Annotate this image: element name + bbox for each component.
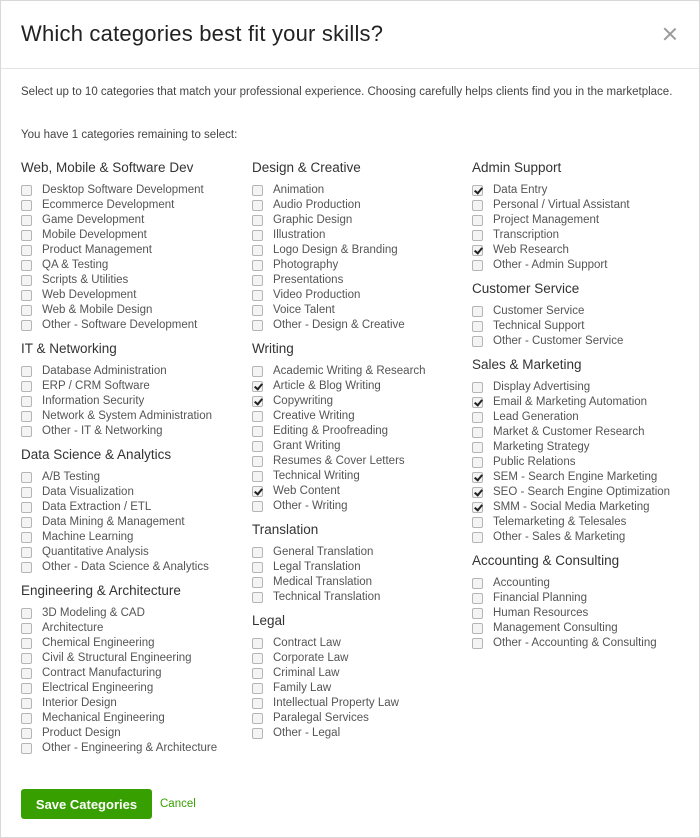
category-option-label: Display Advertising [493, 381, 591, 393]
category-option-label: Product Management [42, 244, 152, 256]
category-option-label: Lead Generation [493, 411, 579, 423]
checkbox-icon[interactable] [252, 592, 263, 603]
category-option-label: Database Administration [42, 365, 167, 377]
checkbox-icon[interactable] [252, 668, 263, 679]
checkbox-icon[interactable] [252, 698, 263, 709]
category-option[interactable] [21, 198, 246, 213]
category-option[interactable] [252, 303, 467, 318]
category-option[interactable] [252, 499, 467, 514]
category-option-label: Other - Accounting & Consulting [493, 637, 657, 649]
category-column-1 [21, 161, 246, 756]
category-option-label: Data Visualization [42, 486, 134, 498]
modal-title: Which categories best fit your skills? [21, 21, 384, 46]
checkbox-icon[interactable] [21, 698, 32, 709]
checkbox-icon[interactable] [21, 426, 32, 437]
checkbox-icon[interactable] [252, 638, 263, 649]
category-option[interactable] [21, 379, 246, 394]
category-option-label: Academic Writing & Research [273, 365, 426, 377]
category-option-label: Family Law [273, 682, 332, 694]
checkbox-icon[interactable] [21, 638, 32, 649]
checkbox-icon[interactable] [252, 456, 263, 467]
category-group-title: Translation [252, 522, 319, 537]
checkbox-icon[interactable] [252, 290, 263, 301]
category-option[interactable] [252, 590, 467, 605]
modal-footer [21, 789, 196, 819]
checkbox-icon[interactable] [472, 321, 483, 332]
category-option-label: Electrical Engineering [42, 682, 154, 694]
category-option[interactable] [472, 425, 692, 440]
checkbox-icon[interactable] [252, 366, 263, 377]
checkbox-icon[interactable] [21, 623, 32, 634]
checkbox-icon[interactable] [472, 200, 483, 211]
category-option-label: Product Design [42, 727, 121, 739]
category-option-label: Marketing Strategy [493, 441, 590, 453]
category-option[interactable] [252, 711, 467, 726]
checkbox-checked-icon[interactable] [472, 472, 483, 483]
checkbox-icon[interactable] [252, 215, 263, 226]
category-option-label: Paralegal Services [273, 712, 369, 724]
checkbox-icon[interactable] [21, 728, 32, 739]
category-option[interactable] [472, 621, 692, 636]
category-option-label: Civil & Structural Engineering [42, 652, 192, 664]
cancel-link[interactable]: Cancel [160, 798, 196, 810]
category-option-label: General Translation [273, 546, 374, 558]
checkbox-icon[interactable] [21, 381, 32, 392]
modal-header [1, 1, 699, 69]
category-option[interactable] [21, 530, 246, 545]
category-option-label: Contract Manufacturing [42, 667, 162, 679]
category-group-title: Sales & Marketing [472, 357, 582, 372]
category-option[interactable] [21, 364, 246, 379]
category-option-label: Technical Translation [273, 591, 381, 603]
category-group [472, 282, 692, 349]
category-option-label: Voice Talent [273, 304, 335, 316]
category-option[interactable] [21, 681, 246, 696]
category-option[interactable] [472, 304, 692, 319]
category-option[interactable] [252, 484, 467, 499]
category-option[interactable] [252, 636, 467, 651]
category-option[interactable] [252, 288, 467, 303]
category-option-label: Accounting [493, 577, 550, 589]
category-option[interactable] [472, 606, 692, 621]
category-option-label: Audio Production [273, 199, 361, 211]
category-option[interactable] [21, 213, 246, 228]
category-option-label: Public Relations [493, 456, 576, 468]
checkbox-icon[interactable] [21, 396, 32, 407]
category-option[interactable] [252, 439, 467, 454]
category-option-label: Medical Translation [273, 576, 373, 588]
category-option-label: Legal Translation [273, 561, 361, 573]
remaining-count-text: You have 1 categories remaining to select: [21, 129, 238, 141]
checkbox-icon[interactable] [21, 608, 32, 619]
category-option[interactable] [21, 258, 246, 273]
category-option-label: Other - Legal [273, 727, 341, 739]
category-option-label: Resumes & Cover Letters [273, 455, 405, 467]
category-group [472, 161, 692, 273]
category-option-label: Presentations [273, 274, 344, 286]
category-option[interactable] [21, 424, 246, 439]
category-option[interactable] [21, 228, 246, 243]
checkbox-icon[interactable] [252, 441, 263, 452]
category-option-label: QA & Testing [42, 259, 109, 271]
checkbox-icon[interactable] [21, 653, 32, 664]
category-option-label: Web Research [493, 244, 569, 256]
category-option-label: Other - Admin Support [493, 259, 608, 271]
category-option[interactable] [472, 334, 692, 349]
category-option-label: Article & Blog Writing [273, 380, 381, 392]
close-icon[interactable] [663, 27, 677, 41]
checkbox-checked-icon[interactable] [252, 486, 263, 497]
category-option[interactable] [252, 726, 467, 741]
category-group-title: Admin Support [472, 160, 562, 175]
checkbox-icon[interactable] [472, 336, 483, 347]
checkbox-icon[interactable] [21, 305, 32, 316]
category-option-label: Financial Planning [493, 592, 587, 604]
category-option[interactable] [252, 454, 467, 469]
checkbox-icon[interactable] [21, 517, 32, 528]
category-option-label: A/B Testing [42, 471, 100, 483]
checkbox-icon[interactable] [252, 320, 263, 331]
category-option[interactable] [252, 183, 467, 198]
category-option[interactable] [252, 379, 467, 394]
category-group [252, 614, 467, 741]
category-option-label: 3D Modeling & CAD [42, 607, 145, 619]
checkbox-icon[interactable] [472, 230, 483, 241]
category-option-label: Mechanical Engineering [42, 712, 165, 724]
category-option[interactable] [21, 273, 246, 288]
checkbox-icon[interactable] [472, 623, 483, 634]
checkbox-icon[interactable] [21, 215, 32, 226]
category-column-2 [252, 161, 467, 741]
checkbox-icon[interactable] [21, 532, 32, 543]
category-group [252, 523, 467, 605]
category-option[interactable] [21, 409, 246, 424]
checkbox-icon[interactable] [21, 200, 32, 211]
checkbox-icon[interactable] [252, 426, 263, 437]
category-option[interactable] [252, 651, 467, 666]
checkbox-checked-icon[interactable] [472, 245, 483, 256]
category-option[interactable] [21, 636, 246, 651]
category-group-title: Legal [252, 613, 286, 628]
checkbox-icon[interactable] [252, 275, 263, 286]
category-option-label: Graphic Design [273, 214, 353, 226]
category-option[interactable] [252, 666, 467, 681]
category-option[interactable] [252, 318, 467, 333]
category-option[interactable] [472, 228, 692, 243]
category-option[interactable] [21, 741, 246, 756]
category-option[interactable] [252, 545, 467, 560]
checkbox-icon[interactable] [21, 472, 32, 483]
category-option[interactable] [472, 500, 692, 515]
checkbox-icon[interactable] [472, 608, 483, 619]
checkbox-icon[interactable] [21, 320, 32, 331]
checkbox-icon[interactable] [21, 743, 32, 754]
checkbox-icon[interactable] [21, 713, 32, 724]
category-group-title: Engineering & Architecture [21, 583, 181, 598]
category-option-label: Editing & Proofreading [273, 425, 389, 437]
category-option[interactable] [472, 576, 692, 591]
category-option-label: Animation [273, 184, 325, 196]
checkbox-icon[interactable] [472, 260, 483, 271]
category-group [252, 342, 467, 514]
category-option-label: Other - IT & Networking [42, 425, 163, 437]
checkbox-checked-icon[interactable] [472, 487, 483, 498]
checkbox-icon[interactable] [472, 412, 483, 423]
category-group [252, 161, 467, 333]
category-option[interactable] [472, 485, 692, 500]
category-option-label: Logo Design & Branding [273, 244, 398, 256]
checkbox-icon[interactable] [252, 305, 263, 316]
category-option-label: Other - Customer Service [493, 335, 624, 347]
category-option[interactable] [472, 636, 692, 651]
category-option[interactable] [21, 485, 246, 500]
category-option[interactable] [252, 469, 467, 484]
category-option-label: Data Mining & Management [42, 516, 185, 528]
category-group [472, 554, 692, 651]
category-option[interactable] [252, 364, 467, 379]
category-option[interactable] [472, 213, 692, 228]
category-option-label: Quantitative Analysis [42, 546, 149, 558]
category-group-title: IT & Networking [21, 341, 117, 356]
checkbox-icon[interactable] [21, 275, 32, 286]
checkbox-icon[interactable] [252, 260, 263, 271]
category-group-title: Customer Service [472, 281, 580, 296]
checkbox-icon[interactable] [472, 593, 483, 604]
category-option[interactable] [252, 560, 467, 575]
checkbox-icon[interactable] [252, 547, 263, 558]
category-option-label: ERP / CRM Software [42, 380, 150, 392]
category-option[interactable] [252, 394, 467, 409]
category-option[interactable] [472, 515, 692, 530]
category-group [21, 161, 246, 333]
category-option-label: SEO - Search Engine Optimization [493, 486, 671, 498]
category-option[interactable] [252, 409, 467, 424]
category-option-label: SMM - Social Media Marketing [493, 501, 650, 513]
checkbox-icon[interactable] [472, 382, 483, 393]
category-option[interactable] [21, 560, 246, 575]
category-option[interactable] [472, 198, 692, 213]
category-group-title: Design & Creative [252, 160, 361, 175]
category-option[interactable] [21, 394, 246, 409]
category-option[interactable] [21, 651, 246, 666]
checkbox-icon[interactable] [21, 487, 32, 498]
category-option[interactable] [21, 243, 246, 258]
category-option-label: Data Entry [493, 184, 548, 196]
category-group [21, 342, 246, 439]
checkbox-icon[interactable] [21, 245, 32, 256]
category-option-label: Photography [273, 259, 339, 271]
category-option[interactable] [252, 273, 467, 288]
category-option-label: Human Resources [493, 607, 589, 619]
category-option-label: Scripts & Utilities [42, 274, 129, 286]
checkbox-icon[interactable] [252, 653, 263, 664]
category-option-label: Game Development [42, 214, 145, 226]
category-option[interactable] [21, 303, 246, 318]
category-option-label: Desktop Software Development [42, 184, 204, 196]
category-option-label: Illustration [273, 229, 326, 241]
checkbox-icon[interactable] [21, 562, 32, 573]
category-option[interactable] [472, 530, 692, 545]
category-option[interactable] [252, 228, 467, 243]
category-option[interactable] [21, 666, 246, 681]
category-group [472, 358, 692, 545]
category-option[interactable] [252, 198, 467, 213]
category-option[interactable] [21, 726, 246, 741]
category-group-title: Writing [252, 341, 294, 356]
checkbox-icon[interactable] [472, 578, 483, 589]
checkbox-icon[interactable] [21, 411, 32, 422]
category-option-label: Copywriting [273, 395, 334, 407]
category-group [21, 448, 246, 575]
category-option[interactable] [21, 621, 246, 636]
category-option-label: Creative Writing [273, 410, 355, 422]
category-option-label: Chemical Engineering [42, 637, 155, 649]
checkbox-checked-icon[interactable] [252, 396, 263, 407]
category-option[interactable] [252, 258, 467, 273]
category-option[interactable] [252, 575, 467, 590]
checkbox-icon[interactable] [472, 638, 483, 649]
checkbox-icon[interactable] [252, 471, 263, 482]
checkbox-icon[interactable] [252, 411, 263, 422]
category-option-label: Other - Design & Creative [273, 319, 405, 331]
category-option[interactable] [472, 591, 692, 606]
category-group [21, 584, 246, 756]
category-option-label: Machine Learning [42, 531, 134, 543]
category-option-label: Other - Data Science & Analytics [42, 561, 209, 573]
category-option-label: Contract Law [273, 637, 341, 649]
category-option[interactable] [21, 288, 246, 303]
category-option-label: Market & Customer Research [493, 426, 645, 438]
category-option[interactable] [252, 681, 467, 696]
checkbox-checked-icon[interactable] [472, 185, 483, 196]
category-option[interactable] [21, 606, 246, 621]
checkbox-icon[interactable] [472, 306, 483, 317]
checkbox-icon[interactable] [252, 230, 263, 241]
checkbox-icon[interactable] [472, 532, 483, 543]
category-option-label: Web Content [273, 485, 340, 497]
checkbox-icon[interactable] [252, 200, 263, 211]
category-option[interactable] [21, 500, 246, 515]
category-option-label: Project Management [493, 214, 600, 226]
checkbox-icon[interactable] [472, 457, 483, 468]
category-option-label: Intellectual Property Law [273, 697, 399, 709]
category-option-label: SEM - Search Engine Marketing [493, 471, 658, 483]
category-option[interactable] [21, 318, 246, 333]
category-option[interactable] [472, 440, 692, 455]
checkbox-icon[interactable] [21, 290, 32, 301]
category-option[interactable] [472, 470, 692, 485]
save-categories-button[interactable]: Save Categories [21, 789, 152, 819]
checkbox-checked-icon[interactable] [472, 502, 483, 513]
category-option-label: Mobile Development [42, 229, 147, 241]
category-option[interactable] [252, 213, 467, 228]
category-option[interactable] [472, 258, 692, 273]
category-option[interactable] [472, 380, 692, 395]
checkbox-icon[interactable] [21, 185, 32, 196]
category-option[interactable] [21, 183, 246, 198]
category-option[interactable] [21, 696, 246, 711]
category-option-label: Personal / Virtual Assistant [493, 199, 630, 211]
category-option-label: Ecommerce Development [42, 199, 175, 211]
category-option[interactable] [252, 243, 467, 258]
checkbox-icon[interactable] [252, 185, 263, 196]
checkbox-icon[interactable] [21, 668, 32, 679]
category-option-label: Web Development [42, 289, 137, 301]
checkbox-icon[interactable] [252, 713, 263, 724]
category-option-label: Other - Writing [273, 500, 348, 512]
category-option-label: Web & Mobile Design [42, 304, 153, 316]
category-option[interactable] [472, 243, 692, 258]
checkbox-icon[interactable] [252, 683, 263, 694]
category-option[interactable] [21, 711, 246, 726]
checkbox-icon[interactable] [21, 683, 32, 694]
category-option-label: Technical Support [493, 320, 585, 332]
category-option-label: Transcription [493, 229, 560, 241]
category-option[interactable] [472, 183, 692, 198]
intro-text: Select up to 10 categories that match your professional experience. Choosing carefully helps clients find you in the marketplace. [21, 86, 673, 98]
category-option-label: Other - Engineering & Architecture [42, 742, 218, 754]
category-option[interactable] [21, 515, 246, 530]
category-group-title: Web, Mobile & Software Dev [21, 160, 194, 175]
category-option-label: Video Production [273, 289, 361, 301]
category-option-label: Technical Writing [273, 470, 360, 482]
category-option-label: Grant Writing [273, 440, 341, 452]
category-option-label: Other - Software Development [42, 319, 198, 331]
category-option-label: Data Extraction / ETL [42, 501, 152, 513]
category-option[interactable] [472, 319, 692, 334]
category-option[interactable] [252, 424, 467, 439]
checkbox-checked-icon[interactable] [472, 397, 483, 408]
category-option[interactable] [252, 696, 467, 711]
checkbox-icon[interactable] [472, 427, 483, 438]
category-option-label: Interior Design [42, 697, 117, 709]
category-option-label: Architecture [42, 622, 104, 634]
checkbox-checked-icon[interactable] [252, 381, 263, 392]
category-option-label: Telemarketing & Telesales [493, 516, 627, 528]
category-group-title: Data Science & Analytics [21, 447, 172, 462]
category-option[interactable] [21, 470, 246, 485]
checkbox-icon[interactable] [21, 547, 32, 558]
category-option-label: Customer Service [493, 305, 585, 317]
checkbox-icon[interactable] [252, 728, 263, 739]
category-option[interactable] [472, 455, 692, 470]
checkbox-icon[interactable] [472, 517, 483, 528]
checkbox-icon[interactable] [21, 260, 32, 271]
category-option-label: Other - Sales & Marketing [493, 531, 626, 543]
checkbox-icon[interactable] [21, 230, 32, 241]
category-option-label: Network & System Administration [42, 410, 213, 422]
category-option-label: Criminal Law [273, 667, 340, 679]
checkbox-icon[interactable] [21, 366, 32, 377]
checkbox-icon[interactable] [252, 577, 263, 588]
category-option-label: Information Security [42, 395, 145, 407]
checkbox-icon[interactable] [472, 442, 483, 453]
category-option[interactable] [21, 545, 246, 560]
checkbox-icon[interactable] [472, 215, 483, 226]
category-group-title: Accounting & Consulting [472, 553, 620, 568]
category-option-label: Management Consulting [493, 622, 618, 634]
checkbox-icon[interactable] [252, 501, 263, 512]
category-option-label: Corporate Law [273, 652, 349, 664]
checkbox-icon[interactable] [252, 245, 263, 256]
category-option-label: Email & Marketing Automation [493, 396, 648, 408]
checkbox-icon[interactable] [252, 562, 263, 573]
category-column-3 [472, 161, 692, 651]
category-option[interactable] [472, 395, 692, 410]
category-option[interactable] [472, 410, 692, 425]
checkbox-icon[interactable] [21, 502, 32, 513]
